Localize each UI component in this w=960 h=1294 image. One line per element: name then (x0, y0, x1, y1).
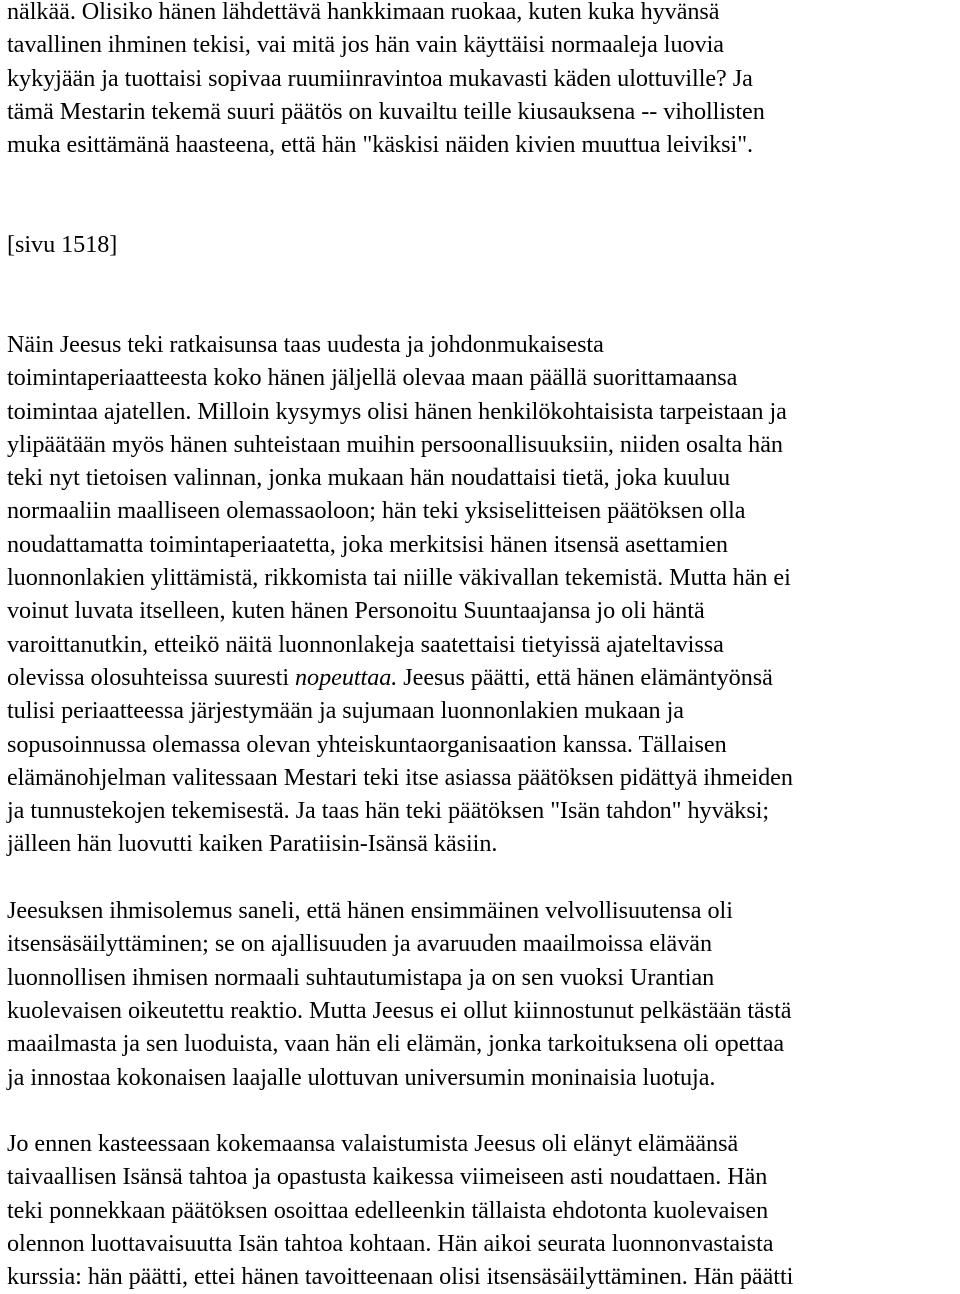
text-line: tämä Mestarin tekemä suuri päätös on kuvailtu teille kiusauksena -- vihollisten (7, 97, 765, 125)
text-line: ja innostaa kokonaisen laajalle ulottuvan universumin moninaisia luotuja. (7, 1063, 716, 1091)
text-segment: olevissa olosuhteissa suuresti (7, 663, 296, 691)
document-page (7, 0, 957, 1294)
text-line: toimintaa ajatellen. Milloin kysymys olisi hänen henkilökohtaisista tarpeistaan ja (7, 397, 787, 425)
paragraph-gap (7, 261, 957, 328)
text-line: elämänohjelman valitessaan Mestari teki itse asiassa päätöksen pidättyä ihmeiden (7, 763, 793, 791)
paragraph-gap (7, 1094, 957, 1127)
text-line: varoittanutkin, etteikö näitä luonnonlakeja saatettaisi tietyissä ajateltavissa (7, 630, 724, 658)
text-line: noudattamatta toimintaperiaatetta, joka merkitsisi hänen itsensä asettamien (7, 530, 728, 558)
paragraph-gap (7, 861, 957, 894)
text-segment: Jeesus päätti, että hänen elämäntyönsä (397, 663, 773, 691)
text-line: olennon luottavaisuutta Isän tahtoa kohtaan. Hän aikoi seurata luonnonvastaista (7, 1229, 774, 1257)
text-line: tavallinen ihminen tekisi, vai mitä jos hän vain käyttäisi normaaleja luovia (7, 31, 724, 59)
paragraph-2 (7, 328, 957, 861)
page-marker (7, 228, 957, 261)
text-line: kykyjään ja tuottaisi sopivaa ruumiinravintoa mukavasti käden ulottuville? Ja (7, 64, 753, 92)
text-line: kurssia: hän päätti, ettei hänen tavoitteenaan olisi itsensäsäilyttäminen. Hän päätti (7, 1263, 794, 1291)
text-line: teki ponnekkaan päätöksen osoittaa edelleenkin tällaista ehdotonta kuolevaisen (7, 1196, 769, 1224)
text-line: luonnollisen ihmisen normaali suhtautumistapa ja on sen vuoksi Urantian (7, 963, 715, 991)
text-line: ylipäätään myös hänen suhteistaan muihin persoonallisuuksiin, niiden osalta hän (7, 430, 783, 458)
text-line: itsensäsäilyttäminen; se on ajallisuuden ja avaruuden maailmoissa elävän (7, 930, 713, 958)
text-line: kuolevaisen oikeutettu reaktio. Mutta Jeesus ei ollut kiinnostunut pelkästään tästä (7, 996, 792, 1024)
text-line: teki nyt tietoisen valinnan, jonka mukaan hän noudattaisi tietä, joka kuuluu (7, 464, 731, 492)
paragraph-3 (7, 894, 957, 1094)
text-line: tulisi periaatteessa järjestymään ja sujumaan luonnonlakien mukaan ja (7, 697, 684, 725)
text-line: toimintaperiaatteesta koko hänen jäljellä olevaa maan päällä suorittamaansa (7, 364, 738, 392)
text-line: normaaliin maalliseen olemassaoloon; hän teki yksiselitteisen päätöksen olla (7, 497, 746, 525)
italic-text: nopeuttaa. (295, 663, 398, 691)
text-line: luonnonlakien ylittämistä, rikkomista tai niille väkivallan tekemistä. Mutta hän ei (7, 564, 791, 592)
text-line: muka esittämänä haasteena, että hän "käskisi näiden kivien muuttua leiviksi". (7, 131, 754, 159)
page-number-label: [sivu 1518] (7, 231, 118, 259)
text-line: nälkää. Olisiko hänen lähdettävä hankkimaan ruokaa, kuten kuka hyvänsä (7, 0, 720, 25)
text-line: Näin Jeesus teki ratkaisunsa taas uudesta ja johdonmukaisesta (7, 330, 604, 358)
text-line: Jeesuksen ihmisolemus saneli, että hänen ensimmäinen velvollisuutensa oli (7, 897, 733, 925)
text-line-with-italic (7, 661, 957, 694)
paragraph-gap (7, 161, 957, 228)
paragraph-4 (7, 1127, 957, 1293)
text-line: voinut luvata itselleen, kuten hänen Personoitu Suuntaajansa jo oli häntä (7, 597, 705, 625)
text-line: sopusoinnussa olemassa olevan yhteiskuntaorganisaation kanssa. Tällaisen (7, 730, 727, 758)
text-line: Jo ennen kasteessaan kokemaansa valaistumista Jeesus oli elänyt elämäänsä (7, 1130, 739, 1158)
text-line: jälleen hän luovutti kaiken Paratiisin-Isänsä käsiin. (7, 830, 498, 858)
text-line: ja tunnustekojen tekemisestä. Ja taas hän teki päätöksen "Isän tahdon" hyväksi; (7, 797, 770, 825)
paragraph-1 (7, 0, 957, 161)
text-line: maailmasta ja sen luoduista, vaan hän eli elämän, jonka tarkoituksena oli opettaa (7, 1030, 785, 1058)
text-line: taivaallisen Isänsä tahtoa ja opastusta kaikessa viimeiseen asti noudattaen. Hän (7, 1163, 768, 1191)
